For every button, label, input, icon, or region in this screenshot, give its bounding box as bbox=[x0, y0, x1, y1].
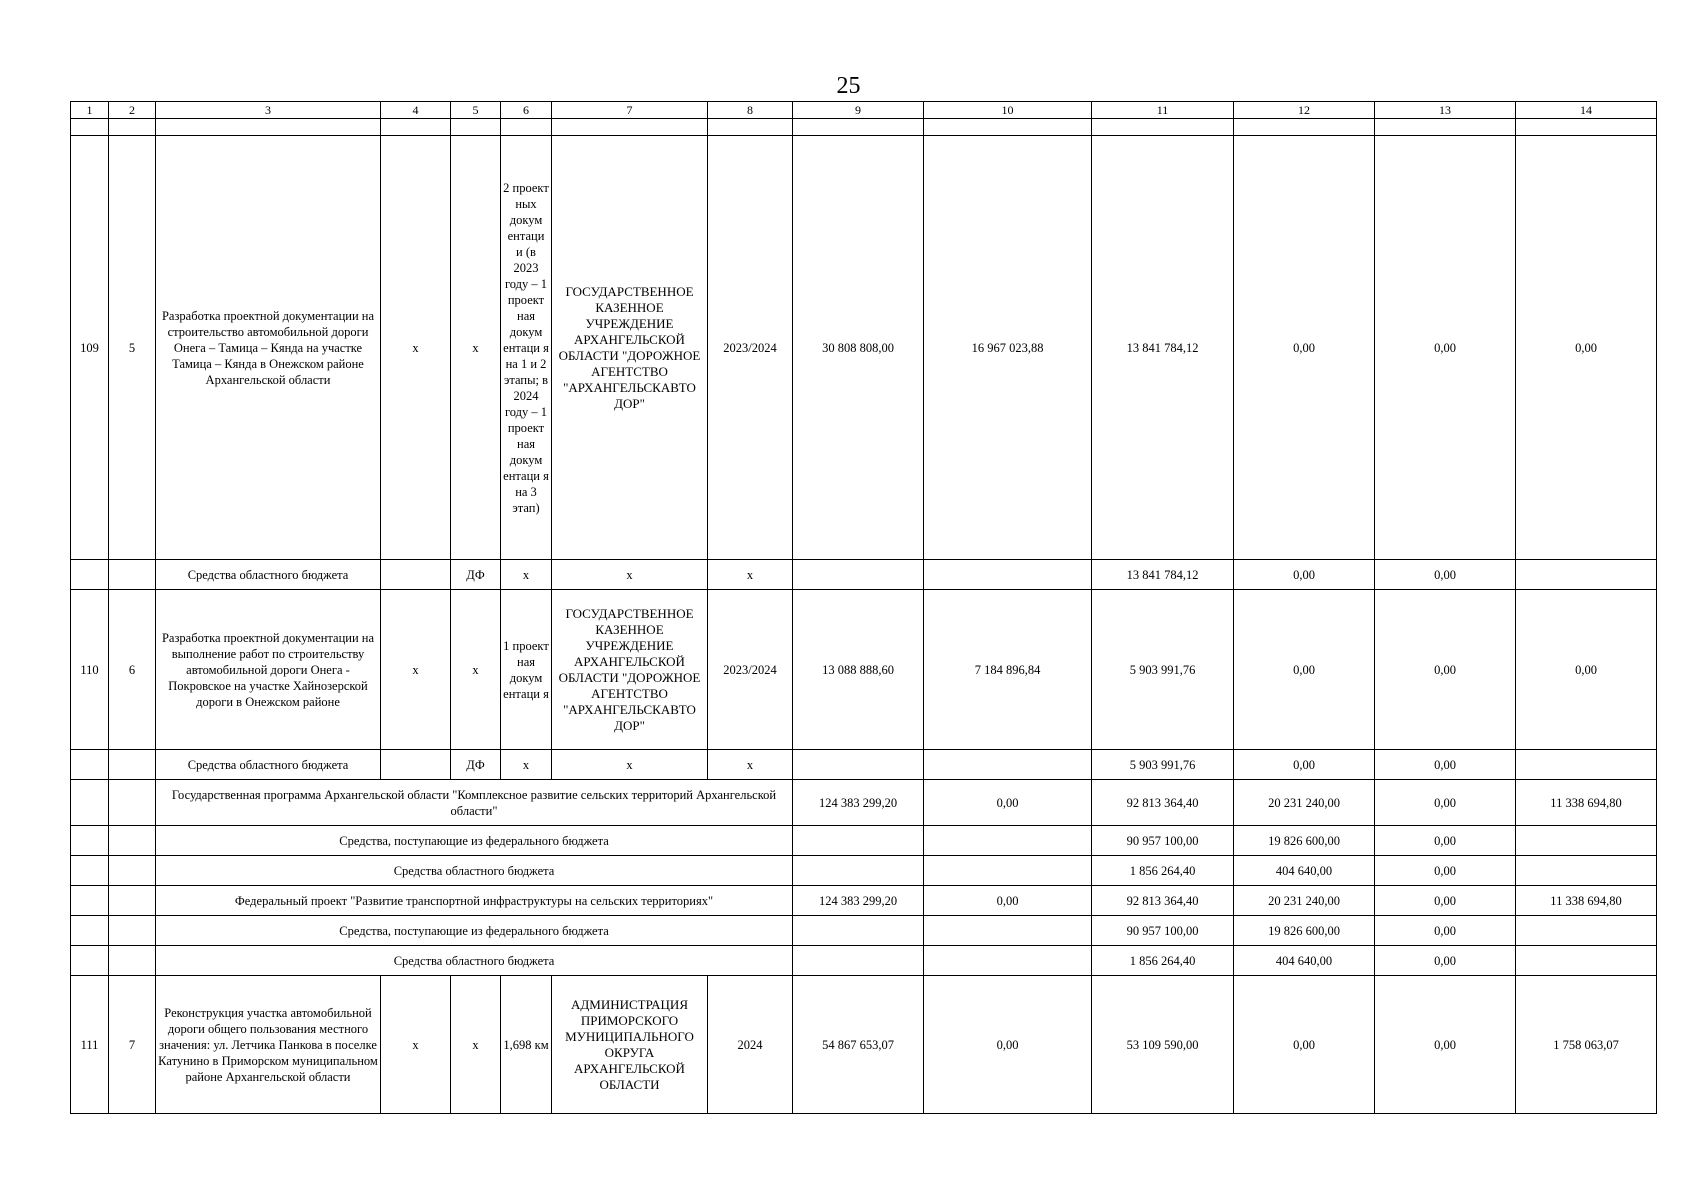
funding-source-row bbox=[71, 750, 1657, 780]
column-number-row bbox=[71, 102, 1657, 119]
cell-c6: х bbox=[501, 750, 552, 780]
cell-c4: х bbox=[381, 136, 451, 560]
amount-c12: 404 640,00 bbox=[1234, 856, 1375, 886]
amount-c11: 5 903 991,76 bbox=[1092, 750, 1234, 780]
amount-c11: 90 957 100,00 bbox=[1092, 916, 1234, 946]
amount-c12: 0,00 bbox=[1234, 560, 1375, 590]
amount-c13: 0,00 bbox=[1375, 886, 1516, 916]
activity-name: Разработка проектной документации на строительство автомобильной дороги Онега – Тамица – Кянда на участке Тамица – Кянда в Онежском районе Архангельской области bbox=[156, 136, 381, 560]
amount-c12: 0,00 bbox=[1234, 976, 1375, 1114]
cell-c7: х bbox=[552, 560, 708, 590]
row-sub-number: 6 bbox=[109, 590, 156, 750]
row-number: 109 bbox=[71, 136, 109, 560]
amount-c10: 0,00 bbox=[924, 976, 1092, 1114]
amount-c13: 0,00 bbox=[1375, 946, 1516, 976]
amount-c9: 54 867 653,07 bbox=[793, 976, 924, 1114]
amount-c9: 124 383 299,20 bbox=[793, 886, 924, 916]
executor: ГОСУДАРСТВЕННОЕ КАЗЕННОЕ УЧРЕЖДЕНИЕ АРХАНГЕЛЬСКОЙ ОБЛАСТИ "ДОРОЖНОЕ АГЕНТСТВО "АРХАНГЕЛЬСКАВТО ДОР" bbox=[552, 590, 708, 750]
result-indicator: 1 проект ная докум ентаци я bbox=[501, 590, 552, 750]
amount-c12: 19 826 600,00 bbox=[1234, 916, 1375, 946]
cell-c4: х bbox=[381, 590, 451, 750]
amount-c13: 0,00 bbox=[1375, 780, 1516, 826]
amount-c12: 0,00 bbox=[1234, 750, 1375, 780]
amount-c11: 13 841 784,12 bbox=[1092, 136, 1234, 560]
funding-source-row bbox=[71, 826, 1657, 856]
amount-c12: 404 640,00 bbox=[1234, 946, 1375, 976]
amount-c11: 53 109 590,00 bbox=[1092, 976, 1234, 1114]
amount-c10: 0,00 bbox=[924, 886, 1092, 916]
years: 2023/2024 bbox=[708, 136, 793, 560]
amount-c11: 1 856 264,40 bbox=[1092, 856, 1234, 886]
cell-c5: х bbox=[451, 136, 501, 560]
amount-c9: 30 808 808,00 bbox=[793, 136, 924, 560]
column-number: 12 bbox=[1234, 102, 1375, 119]
amount-c13: 0,00 bbox=[1375, 916, 1516, 946]
amount-c11: 90 957 100,00 bbox=[1092, 826, 1234, 856]
funding-source-label: Средства областного бюджета bbox=[156, 856, 793, 886]
amount-c13: 0,00 bbox=[1375, 750, 1516, 780]
cell-c4: х bbox=[381, 976, 451, 1114]
row-sub-number: 7 bbox=[109, 976, 156, 1114]
amount-c12: 19 826 600,00 bbox=[1234, 826, 1375, 856]
amount-c13: 0,00 bbox=[1375, 976, 1516, 1114]
page-number: 25 bbox=[836, 73, 861, 99]
amount-c13: 0,00 bbox=[1375, 590, 1516, 750]
amount-c12: 0,00 bbox=[1234, 136, 1375, 560]
federal-project-title: Федеральный проект "Развитие транспортной инфраструктуры на сельских территориях" bbox=[156, 886, 793, 916]
column-number: 8 bbox=[708, 102, 793, 119]
column-number: 10 bbox=[924, 102, 1092, 119]
table-row-109 bbox=[71, 136, 1657, 560]
state-program-row bbox=[71, 780, 1657, 826]
activity-name: Разработка проектной документации на выполнение работ по строительству автомобильной дороги Онега - Покровское на участке Хайнозерской дороги в Онежском районе bbox=[156, 590, 381, 750]
amount-c13: 0,00 bbox=[1375, 856, 1516, 886]
amount-c11: 5 903 991,76 bbox=[1092, 590, 1234, 750]
column-number: 1 bbox=[71, 102, 109, 119]
funding-source-label: Средства областного бюджета bbox=[156, 946, 793, 976]
amount-c12: 0,00 bbox=[1234, 590, 1375, 750]
amount-c13: 0,00 bbox=[1375, 826, 1516, 856]
state-program-title: Государственная программа Архангельской области "Комплексное развитие сельских территорий Архангельской области" bbox=[156, 780, 793, 826]
column-number: 2 bbox=[109, 102, 156, 119]
amount-c11: 13 841 784,12 bbox=[1092, 560, 1234, 590]
column-number: 9 bbox=[793, 102, 924, 119]
row-sub-number: 5 bbox=[109, 136, 156, 560]
amount-c9: 13 088 888,60 bbox=[793, 590, 924, 750]
cell-c5: ДФ bbox=[451, 750, 501, 780]
amount-c11: 1 856 264,40 bbox=[1092, 946, 1234, 976]
amount-c10: 16 967 023,88 bbox=[924, 136, 1092, 560]
column-number: 13 bbox=[1375, 102, 1516, 119]
amount-c13: 0,00 bbox=[1375, 136, 1516, 560]
table-row-110 bbox=[71, 590, 1657, 750]
amount-c9: 124 383 299,20 bbox=[793, 780, 924, 826]
funding-source-label: Средства, поступающие из федерального бюджета bbox=[156, 826, 793, 856]
years: 2023/2024 bbox=[708, 590, 793, 750]
blank-row bbox=[71, 119, 1657, 136]
amount-c14: 0,00 bbox=[1516, 590, 1657, 750]
amount-c14: 1 758 063,07 bbox=[1516, 976, 1657, 1114]
amount-c14: 0,00 bbox=[1516, 136, 1657, 560]
funding-source-label: Средства областного бюджета bbox=[156, 750, 381, 780]
federal-project-row bbox=[71, 886, 1657, 916]
executor: АДМИНИСТРАЦИЯ ПРИМОРСКОГО МУНИЦИПАЛЬНОГО ОКРУГА АРХАНГЕЛЬСКОЙ ОБЛАСТИ bbox=[552, 976, 708, 1114]
table-row-111 bbox=[71, 976, 1657, 1114]
row-number: 111 bbox=[71, 976, 109, 1114]
column-number: 3 bbox=[156, 102, 381, 119]
cell-c5: х bbox=[451, 976, 501, 1114]
amount-c14: 11 338 694,80 bbox=[1516, 886, 1657, 916]
amount-c11: 92 813 364,40 bbox=[1092, 886, 1234, 916]
amount-c12: 20 231 240,00 bbox=[1234, 886, 1375, 916]
amount-c14: 11 338 694,80 bbox=[1516, 780, 1657, 826]
amount-c13: 0,00 bbox=[1375, 560, 1516, 590]
cell-c5: ДФ bbox=[451, 560, 501, 590]
column-number: 14 bbox=[1516, 102, 1657, 119]
amount-c12: 20 231 240,00 bbox=[1234, 780, 1375, 826]
column-number: 5 bbox=[451, 102, 501, 119]
column-number: 11 bbox=[1092, 102, 1234, 119]
budget-table bbox=[70, 101, 1657, 1114]
column-number: 4 bbox=[381, 102, 451, 119]
executor: ГОСУДАРСТВЕННОЕ КАЗЕННОЕ УЧРЕЖДЕНИЕ АРХАНГЕЛЬСКОЙ ОБЛАСТИ "ДОРОЖНОЕ АГЕНТСТВО "АРХАНГЕЛЬСКАВТО ДОР" bbox=[552, 136, 708, 560]
column-number: 6 bbox=[501, 102, 552, 119]
funding-source-row bbox=[71, 856, 1657, 886]
amount-c11: 92 813 364,40 bbox=[1092, 780, 1234, 826]
row-number: 110 bbox=[71, 590, 109, 750]
result-indicator: 2 проект ных докум ентаци и (в 2023 году – 1 проект ная докум ентаци я на 1 и 2 этапы; в 2024 году – 1 проект ная докум ентаци я на 3 этап) bbox=[501, 136, 552, 560]
cell-c8: х bbox=[708, 750, 793, 780]
funding-source-label: Средства областного бюджета bbox=[156, 560, 381, 590]
funding-source-label: Средства, поступающие из федерального бюджета bbox=[156, 916, 793, 946]
amount-c10: 7 184 896,84 bbox=[924, 590, 1092, 750]
cell-c6: х bbox=[501, 560, 552, 590]
cell-c5: х bbox=[451, 590, 501, 750]
funding-source-row bbox=[71, 560, 1657, 590]
amount-c10: 0,00 bbox=[924, 780, 1092, 826]
funding-source-row bbox=[71, 946, 1657, 976]
cell-c7: х bbox=[552, 750, 708, 780]
years: 2024 bbox=[708, 976, 793, 1114]
cell-c8: х bbox=[708, 560, 793, 590]
column-number: 7 bbox=[552, 102, 708, 119]
result-indicator: 1,698 км bbox=[501, 976, 552, 1114]
funding-source-row bbox=[71, 916, 1657, 946]
activity-name: Реконструкция участка автомобильной дороги общего пользования местного значения: ул. Летчика Панкова в поселке Катунино в Приморском муниципальном районе Архангельской области bbox=[156, 976, 381, 1114]
